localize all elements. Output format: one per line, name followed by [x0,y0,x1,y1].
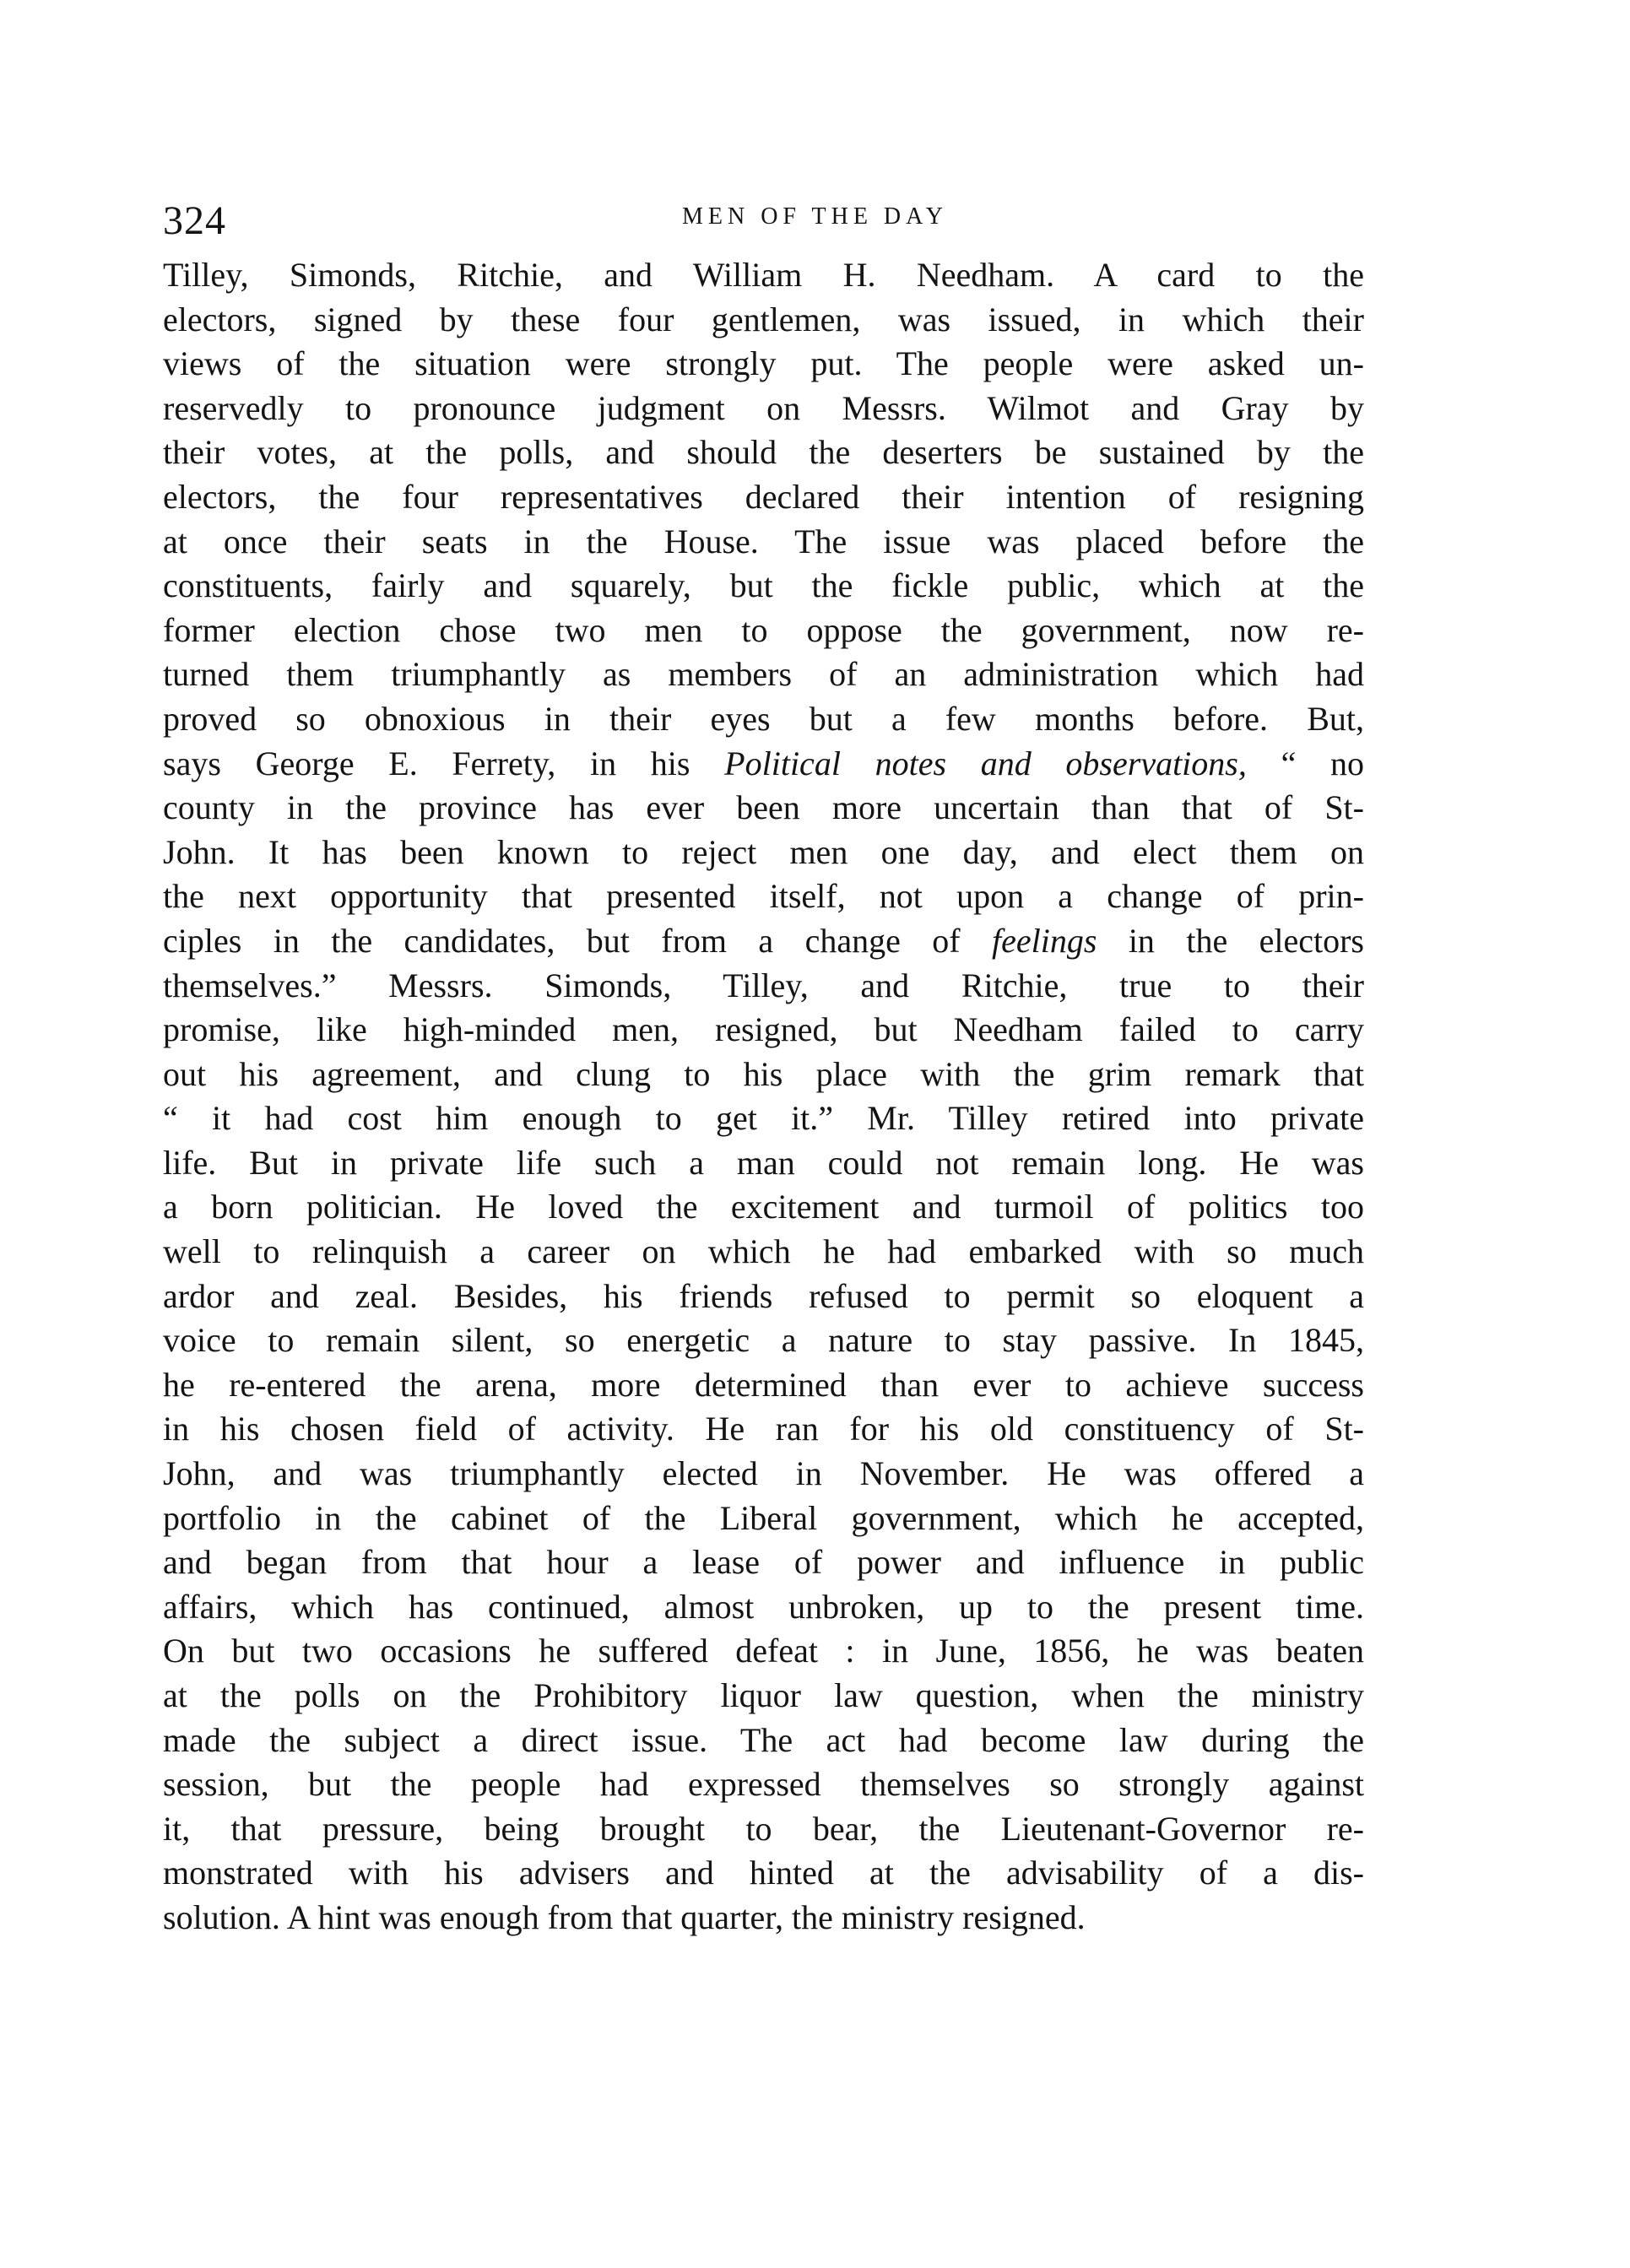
text-line: affairs, which has continued, almost unbroken, up to the present time. [163,1587,1364,1626]
text-line: On but two occasions he suffered defeat : in June, 1856, he was beaten [163,1632,1364,1670]
text-segment: in the electors [1097,921,1364,960]
text-line: in his chosen field of activity. He ran for his old constituency of St- [163,1410,1364,1448]
text-line: monstrated with his advisers and hinted at the advisability of a dis- [163,1854,1364,1892]
text-line: solution. A hint was enough from that quarter, the ministry resigned. [163,1897,1086,1936]
text-line: John. It has been known to reject men one day, and elect them on [163,832,1364,871]
text-line: made the subject a direct issue. The act had become law during the [163,1720,1364,1759]
text-line: former election chose two men to oppose the government, now re- [163,610,1364,649]
body-text [163,253,1364,1941]
text-line: at the polls on the Prohibitory liquor law question, when the ministry [163,1676,1364,1714]
text-line [163,742,1364,787]
text-line: proved so obnoxious in their eyes but a few months before. But, [163,699,1364,738]
text-line: portfolio in the cabinet of the Liberal government, which he accepted, [163,1498,1364,1537]
text-line: he re-entered the arena, more determined than ever to achieve success [163,1365,1364,1404]
text-segment: ciples in the candidates, but from a change of [163,921,992,960]
text-line: and began from that hour a lease of power and influence in public [163,1543,1364,1582]
text-line: well to relinquish a career on which he had embarked with so much [163,1232,1364,1271]
italic-text-segment: feelings [991,921,1097,960]
text-line: their votes, at the polls, and should the deserters be sustained by the [163,433,1364,472]
text-line: Tilley, Simonds, Ritchie, and William H. Needham. A card to the [163,256,1364,294]
text-line: electors, signed by these four gentlemen, was issued, in which their [163,300,1364,338]
text-line: session, but the people had expressed themselves so strongly against [163,1765,1364,1804]
italic-text-segment: Political notes and observations, [724,744,1247,782]
text-line: ardor and zeal. Besides, his friends refused to permit so eloquent a [163,1276,1364,1315]
text-line: “ it had cost him enough to get it.” Mr. Tilley retired into private [163,1099,1364,1138]
text-line: a born politician. He loved the excitement and turmoil of politics too [163,1188,1364,1226]
running-head: MEN OF THE DAY [681,203,949,230]
text-line: reservedly to pronounce judgment on Messrs. Wilmot and Gray by [163,388,1364,427]
text-line: electors, the four representatives declared their intention of resigning [163,477,1364,516]
text-line: voice to remain silent, so energetic a nature to stay passive. In 1845, [163,1321,1364,1360]
text-line: promise, like high-minded men, resigned, but Needham failed to carry [163,1010,1364,1049]
text-line: the next opportunity that presented itself, not upon a change of prin- [163,877,1364,916]
text-line: views of the situation were strongly put. The people were asked un- [163,344,1364,383]
text-line: it, that pressure, being brought to bear, the Lieutenant-Governor re- [163,1809,1364,1848]
text-line: turned them triumphantly as members of an administration which had [163,655,1364,694]
text-line: out his agreement, and clung to his place with the grim remark that [163,1054,1364,1093]
text-line: themselves.” Messrs. Simonds, Tilley, and Ritchie, true to their [163,966,1364,1004]
text-line [163,919,1364,964]
text-line: at once their seats in the House. The issue was placed before the [163,522,1364,560]
text-segment: “ no [1246,744,1364,782]
text-segment: says George E. Ferrety, in his [163,744,725,782]
text-line: constituents, fairly and squarely, but the fickle public, which at the [163,566,1364,605]
page-number: 324 [163,198,226,243]
text-line: county in the province has ever been more uncertain than that of St- [163,788,1364,827]
text-line: life. But in private life such a man could not remain long. He was [163,1143,1364,1182]
text-line: John, and was triumphantly elected in November. He was offered a [163,1454,1364,1493]
